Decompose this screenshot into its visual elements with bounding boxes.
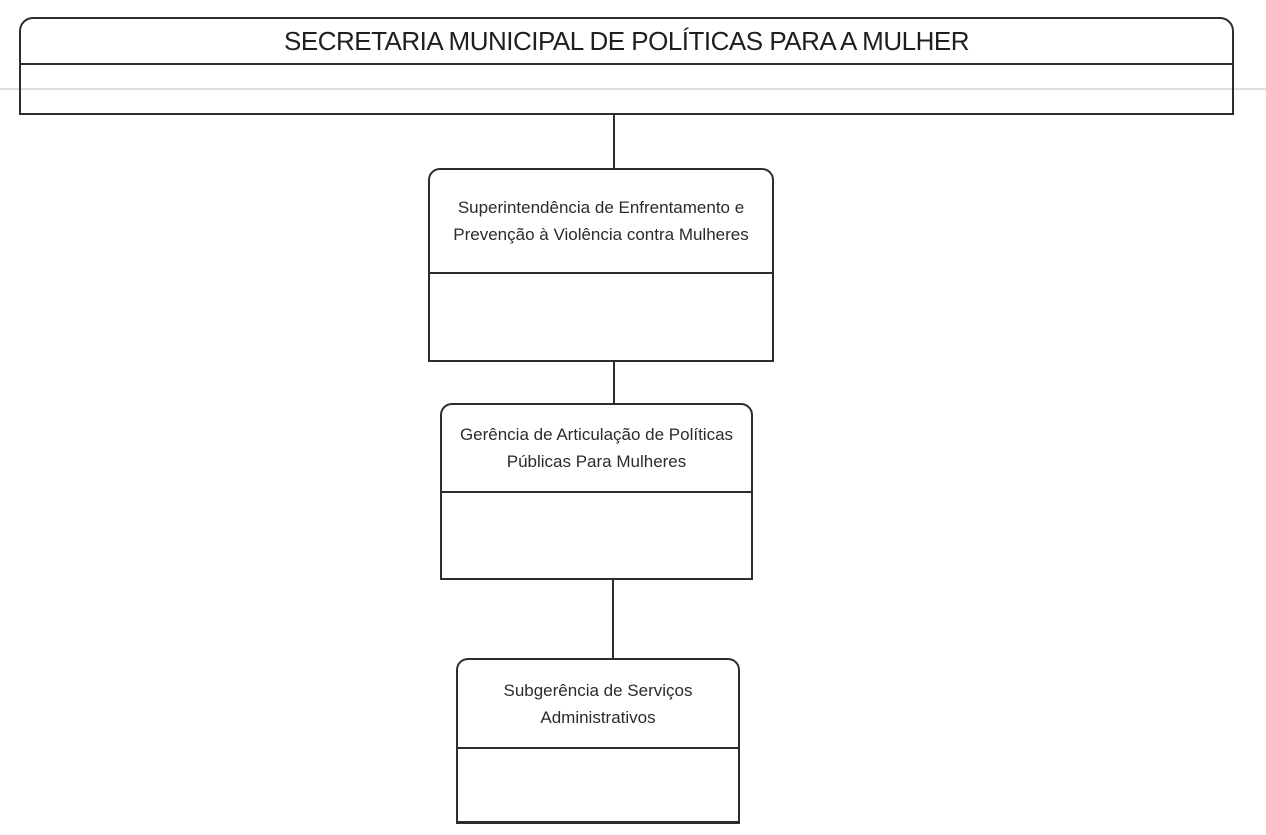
connector-gerencia-to-subgerencia xyxy=(612,580,614,658)
node-superintendencia-title-section xyxy=(430,170,772,274)
node-gerencia xyxy=(440,403,753,580)
root-banner-title-section xyxy=(21,19,1232,65)
node-superintendencia-label: Superintendência de Enfrentamento e Prevenção à Violência contra Mulheres xyxy=(453,198,749,244)
node-subgerencia-title-section xyxy=(458,660,738,749)
connector-root-to-superintendencia xyxy=(613,115,615,168)
node-subgerencia-label: Subgerência de Serviços Administrativos xyxy=(503,680,693,727)
node-subgerencia xyxy=(456,658,740,824)
root-banner-title: SECRETARIA MUNICIPAL DE POLÍTICAS PARA A MULHER xyxy=(284,25,969,56)
node-superintendencia xyxy=(428,168,774,362)
node-gerencia-title-section xyxy=(442,405,751,493)
node-gerencia-label: Gerência de Articulação de Políticas Públicas Para Mulheres xyxy=(459,425,734,471)
connector-superintendencia-to-gerencia xyxy=(613,362,615,403)
root-banner xyxy=(19,17,1234,115)
root-banner-empty-section xyxy=(21,65,1232,115)
